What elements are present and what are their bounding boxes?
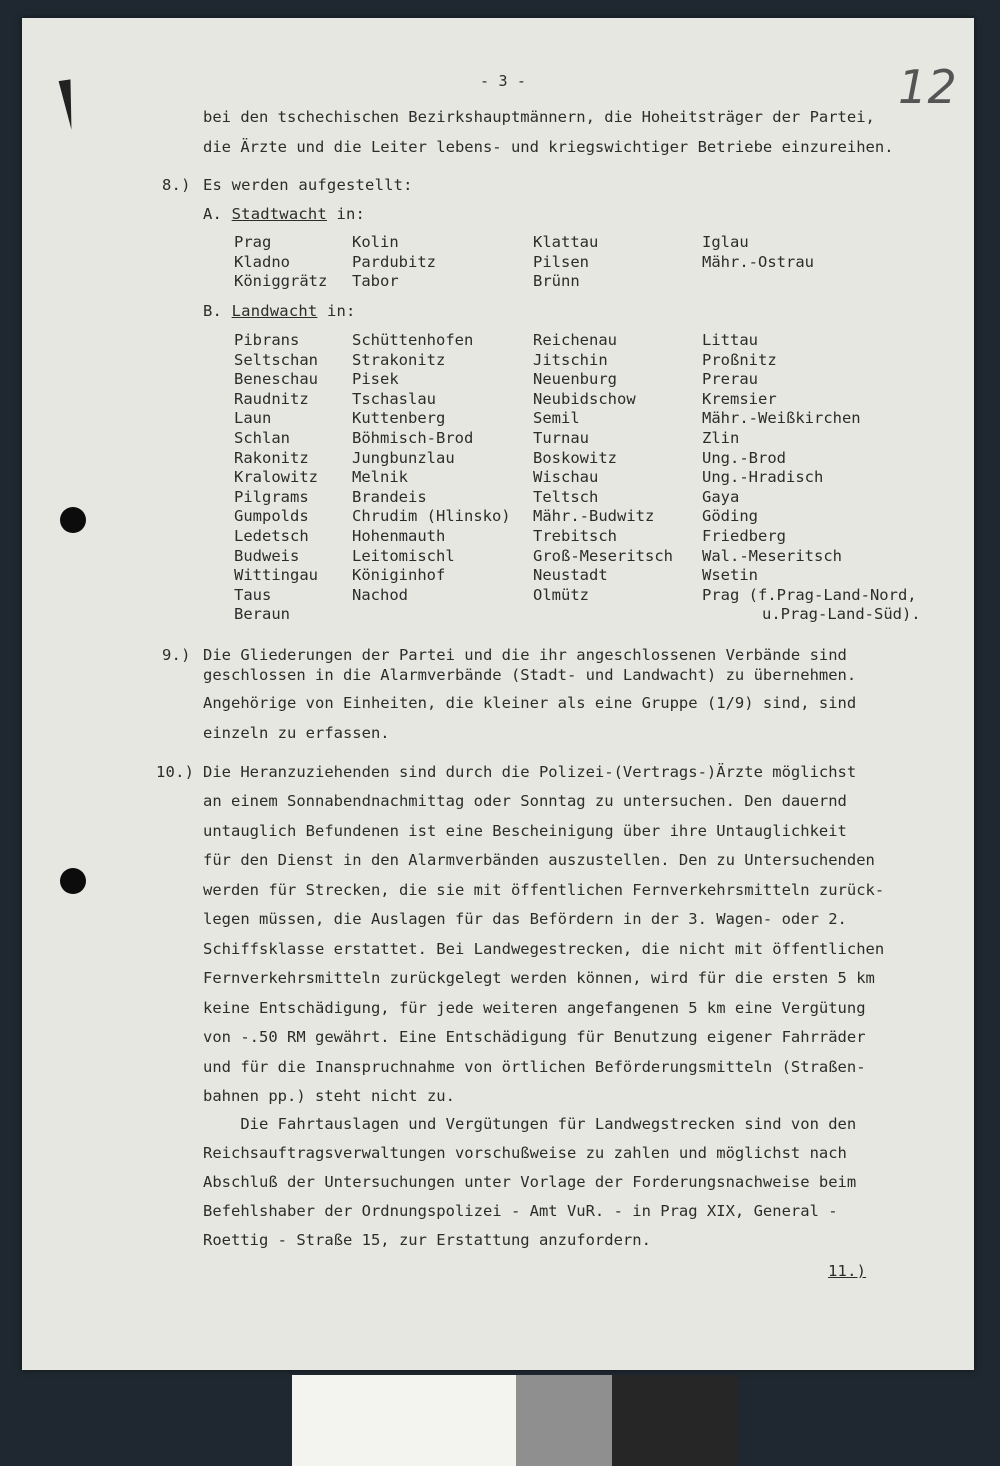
town: Reichenau bbox=[533, 331, 617, 349]
city: Königgrätz bbox=[234, 272, 328, 291]
section-10-line: Befehlshaber der Ordnungspolizei - Amt VuR. - in Prag XIX, General - bbox=[203, 1202, 838, 1220]
town: Pilgrams bbox=[234, 487, 309, 506]
section-10-line: an einem Sonnabendnachmittag oder Sonntag zu untersuchen. Den dauernd bbox=[203, 792, 847, 810]
next-page-reference: 11.) bbox=[828, 1262, 867, 1280]
town: Tschaslau bbox=[352, 389, 436, 408]
town: Neustadt bbox=[533, 566, 608, 585]
section-10-line: keine Entschädigung, für jede weiteren angefangenen 5 km eine Vergütung bbox=[203, 999, 866, 1017]
section-10-line: Schiffsklasse erstattet. Bei Landwegestrecken, die nicht mit öffentlichen bbox=[203, 940, 885, 958]
section-9-line-2: geschlossen in die Alarmverbände (Stadt- und Landwacht) zu übernehmen. bbox=[203, 666, 857, 684]
landwacht-col-2 bbox=[352, 331, 511, 605]
section-10-line: Roettig - Straße 15, zur Erstattung anzufordern. bbox=[203, 1231, 651, 1249]
town: Kremsier bbox=[702, 389, 777, 408]
town: Ung.-Hradisch bbox=[702, 468, 824, 487]
town: Olmütz bbox=[533, 585, 589, 604]
stadtwacht-word: Stadtwacht bbox=[231, 205, 327, 223]
town: Gaya bbox=[702, 487, 740, 506]
stadtwacht-col-2 bbox=[352, 233, 436, 292]
town: Jitschin bbox=[533, 350, 608, 369]
page-number: - 3 - bbox=[480, 72, 527, 90]
town: Mähr.-Weißkirchen bbox=[702, 409, 861, 428]
section-10-line: und für die Inanspruchnahme von örtlichen Beförderungsmitteln (Straßen- bbox=[203, 1058, 866, 1076]
town: Kralowitz bbox=[234, 468, 318, 487]
town: Friedberg bbox=[702, 526, 786, 545]
section-9-line-1: Die Gliederungen der Partei und die ihr angeschlossenen Verbände sind bbox=[203, 646, 847, 664]
town: Schlan bbox=[234, 428, 290, 447]
town: Prerau bbox=[702, 370, 758, 389]
intro-line-2: die Ärzte und die Leiter lebens- und kriegswichtiger Betriebe einzureihen. bbox=[203, 138, 894, 156]
town: Jungbunzlau bbox=[352, 448, 455, 467]
town: Turnau bbox=[533, 428, 589, 447]
section-10-line: bahnen pp.) steht nicht zu. bbox=[203, 1087, 455, 1105]
town: Melnik bbox=[352, 468, 408, 487]
town: Hohenmauth bbox=[352, 526, 446, 545]
section-9-number: 9.) bbox=[162, 646, 191, 664]
town: Littau bbox=[702, 331, 758, 349]
city: Tabor bbox=[352, 272, 399, 291]
town: Leitomischl bbox=[352, 546, 455, 565]
city: Kladno bbox=[234, 252, 290, 271]
town: Budweis bbox=[234, 546, 300, 565]
landwacht-heading bbox=[203, 302, 356, 320]
town: Beneschau bbox=[234, 370, 318, 389]
town: Wal.-Meseritsch bbox=[702, 546, 842, 565]
town: Laun bbox=[234, 409, 272, 428]
town: Wischau bbox=[533, 468, 599, 487]
stadtwacht-col-3 bbox=[533, 233, 598, 292]
town: Zlin bbox=[702, 428, 740, 447]
stadtwacht-suffix: in: bbox=[326, 205, 366, 223]
section-10-line: Die Heranzuziehenden sind durch die Polizei-(Vertrags-)Ärzte möglichst bbox=[203, 763, 857, 781]
town: Boskowitz bbox=[533, 448, 617, 467]
town: Brandeis bbox=[352, 487, 427, 506]
town: Trebitsch bbox=[533, 526, 617, 545]
town: Taus bbox=[234, 585, 272, 604]
town: Ung.-Brod bbox=[702, 448, 786, 467]
town: Wsetin bbox=[702, 566, 758, 585]
town: Rakonitz bbox=[234, 448, 309, 467]
town: Teltsch bbox=[533, 487, 599, 506]
landwacht-col-3 bbox=[533, 331, 673, 605]
landwacht-word: Landwacht bbox=[231, 302, 318, 320]
city: Prag bbox=[234, 233, 272, 251]
section-10-line: Reichsauftragsverwaltungen vorschußweise zu zahlen und möglichst nach bbox=[203, 1144, 847, 1162]
town: Groß-Meseritsch bbox=[533, 546, 673, 565]
section-10-line: legen müssen, die Auslagen für das Befördern in der 3. Wagen- oder 2. bbox=[203, 910, 847, 928]
section-10-line: Fernverkehrsmitteln zurückgelegt werden können, wird für die ersten 5 km bbox=[203, 969, 875, 987]
city: Brünn bbox=[533, 272, 580, 291]
town: Pisek bbox=[352, 370, 399, 389]
town: Seltschan bbox=[234, 350, 318, 369]
punch-hole bbox=[60, 507, 86, 533]
town: Neuenburg bbox=[533, 370, 617, 389]
section-10-line: Die Fahrtauslagen und Vergütungen für Landwegstrecken sind von den bbox=[203, 1115, 857, 1133]
archive-number: 12 bbox=[898, 60, 957, 114]
city: Pilsen bbox=[533, 252, 589, 271]
town: Proßnitz bbox=[702, 350, 777, 369]
color-card-black bbox=[612, 1375, 738, 1466]
section-8-heading: Es werden aufgestellt: bbox=[203, 176, 413, 194]
section-10-line: werden für Strecken, die sie mit öffentlichen Fernverkehrsmitteln zurück- bbox=[203, 881, 885, 899]
town: Prag (f.Prag-Land-Nord, bbox=[702, 585, 917, 604]
stadtwacht-col-1 bbox=[234, 233, 327, 292]
town: Wittingau bbox=[234, 566, 318, 585]
section-9-line-3: Angehörige von Einheiten, die kleiner als eine Gruppe (1/9) sind, sind bbox=[203, 694, 857, 712]
stadtwacht-label: A. bbox=[203, 205, 223, 223]
punch-hole bbox=[60, 868, 86, 894]
town: Ledetsch bbox=[234, 526, 309, 545]
town: Neubidschow bbox=[533, 389, 636, 408]
section-10-line: von -.50 RM gewährt. Eine Entschädigung für Benutzung eigener Fahrräder bbox=[203, 1028, 866, 1046]
city: Kolin bbox=[352, 233, 399, 251]
town: u.Prag-Land-Süd). bbox=[762, 605, 921, 624]
intro-line-1: bei den tschechischen Bezirkshauptmännern, die Hoheitsträger der Partei, bbox=[203, 108, 875, 126]
section-8-number: 8.) bbox=[162, 176, 191, 194]
landwacht-col-4 bbox=[702, 331, 921, 625]
section-10-line: Abschluß der Untersuchungen unter Vorlage der Forderungsnachweise beim bbox=[203, 1173, 857, 1191]
town: Göding bbox=[702, 507, 758, 526]
section-10-number: 10.) bbox=[156, 763, 195, 781]
town: Mähr.-Budwitz bbox=[533, 507, 655, 526]
city: Klattau bbox=[533, 233, 599, 251]
stadtwacht-heading bbox=[203, 205, 365, 223]
town: Königinhof bbox=[352, 566, 446, 585]
town: Böhmisch-Brod bbox=[352, 428, 474, 447]
section-9-line-4: einzeln zu erfassen. bbox=[203, 724, 390, 742]
city: Iglau bbox=[702, 233, 749, 251]
color-card-white bbox=[292, 1375, 516, 1466]
town: Semil bbox=[533, 409, 580, 428]
color-card-gray bbox=[516, 1375, 612, 1466]
town: Chrudim (Hlinsko) bbox=[352, 507, 511, 526]
town: Nachod bbox=[352, 585, 408, 604]
town: Beraun bbox=[234, 605, 290, 624]
town: Kuttenberg bbox=[352, 409, 446, 428]
town: Raudnitz bbox=[234, 389, 309, 408]
city: Pardubitz bbox=[352, 252, 436, 271]
town: Schüttenhofen bbox=[352, 331, 474, 349]
town: Pibrans bbox=[234, 331, 300, 349]
town: Gumpolds bbox=[234, 507, 309, 526]
city: Mähr.-Ostrau bbox=[702, 252, 814, 271]
stadtwacht-col-4 bbox=[702, 233, 814, 272]
landwacht-col-1 bbox=[234, 331, 318, 625]
landwacht-label: B. bbox=[203, 302, 223, 320]
landwacht-suffix: in: bbox=[317, 302, 356, 320]
section-10-line: untauglich Befundenen ist eine Bescheinigung über ihre Untauglichkeit bbox=[203, 822, 847, 840]
section-10-line: für den Dienst in den Alarmverbänden auszustellen. Den zu Untersuchenden bbox=[203, 851, 875, 869]
town: Strakonitz bbox=[352, 350, 446, 369]
